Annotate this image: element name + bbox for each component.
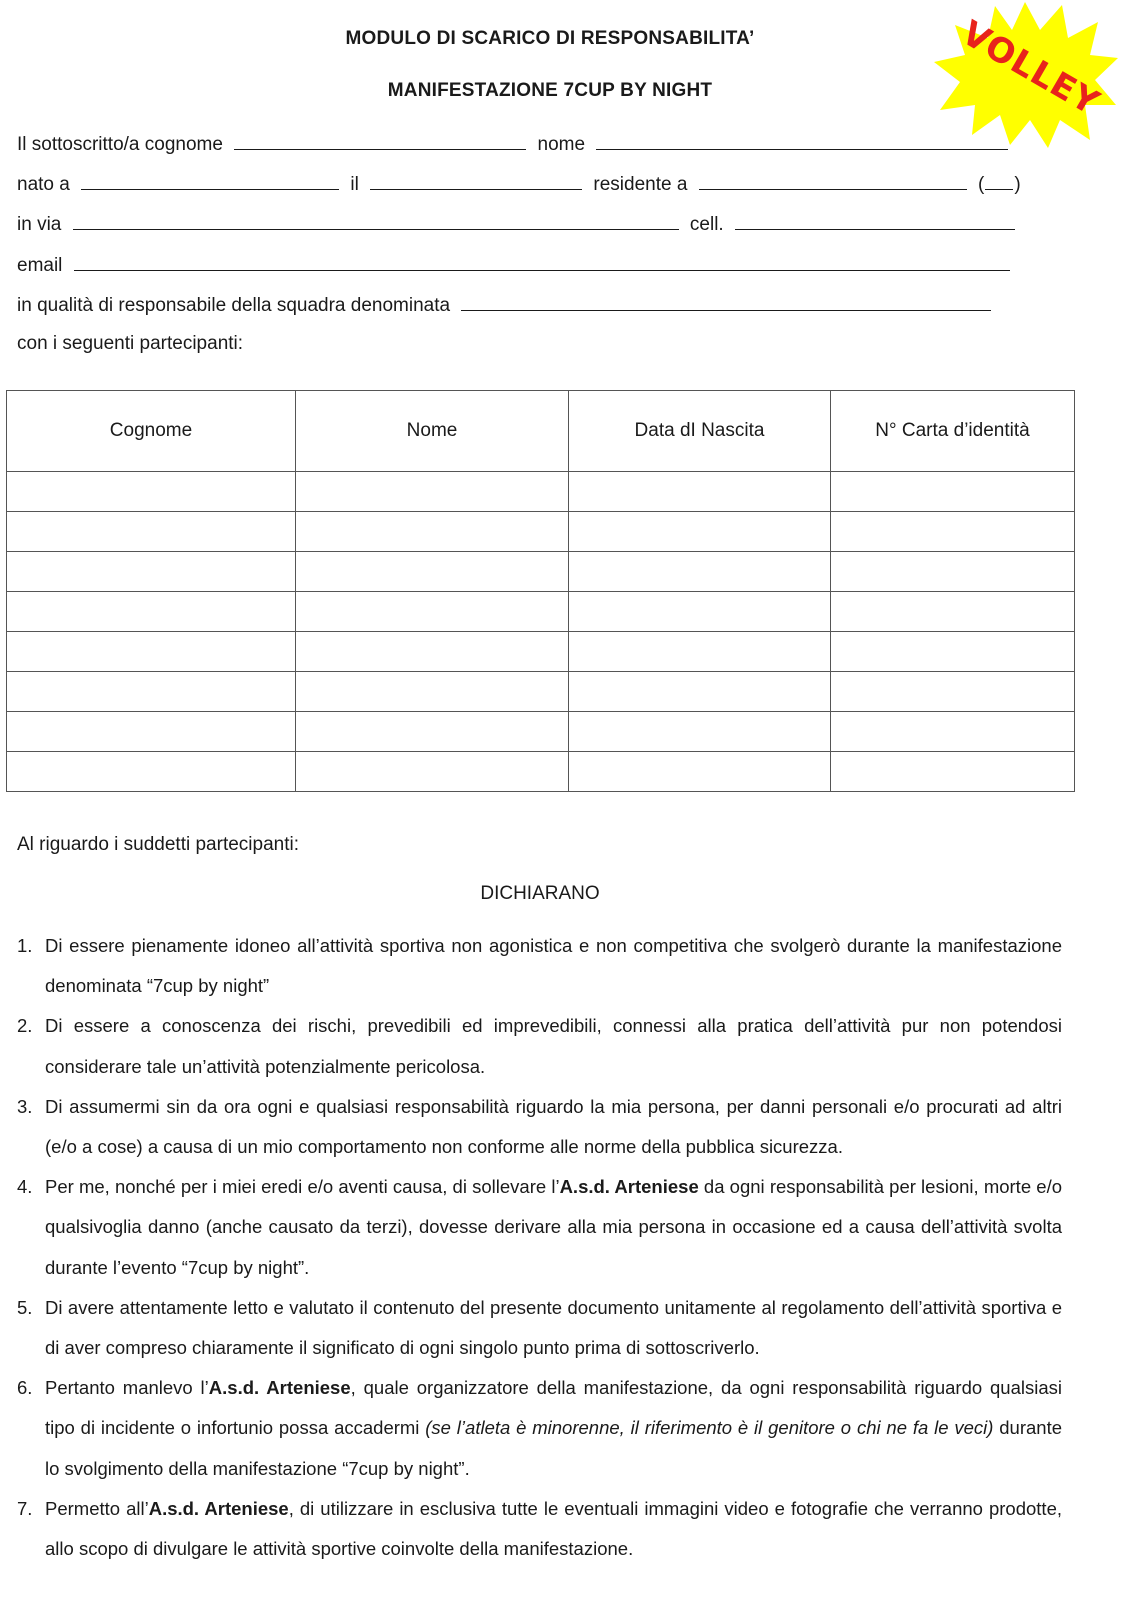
column-header-id-card: N° Carta d’identità bbox=[831, 391, 1075, 472]
table-cell[interactable] bbox=[7, 592, 296, 632]
email-label: email bbox=[17, 255, 63, 276]
form-line-team bbox=[17, 290, 997, 316]
province-open: ( bbox=[977, 174, 985, 195]
table-cell[interactable] bbox=[7, 552, 296, 592]
table-cell[interactable] bbox=[296, 672, 569, 712]
surname-field[interactable] bbox=[234, 129, 526, 150]
residence-field[interactable] bbox=[699, 169, 967, 190]
table-cell[interactable] bbox=[831, 632, 1075, 672]
table-cell[interactable] bbox=[569, 592, 831, 632]
form-line-email bbox=[17, 250, 1016, 276]
table-cell[interactable] bbox=[296, 592, 569, 632]
column-header-birthdate: Data dI Nascita bbox=[569, 391, 831, 472]
table-row bbox=[7, 672, 1075, 712]
table-row bbox=[7, 472, 1075, 512]
table-cell[interactable] bbox=[831, 472, 1075, 512]
document-title: MODULO DI SCARICO DI RESPONSABILITA’ bbox=[345, 28, 755, 49]
table-cell[interactable] bbox=[7, 632, 296, 672]
table-cell[interactable] bbox=[7, 712, 296, 752]
document-subtitle: MANIFESTAZIONE 7CUP BY NIGHT bbox=[387, 80, 713, 101]
list-item: 1. Di essere pienamente idoneo all’attività sportiva non agonistica e non competitiva che svolgerò durante la manifestazione denominata “7cup by night” bbox=[17, 935, 1062, 997]
list-item: 2. Di essere a conoscenza dei rischi, prevedibili ed imprevedibili, connessi alla pratica dell’attività pur non potendosi considerare tale un’attività potenzialmente pericolosa. bbox=[17, 1015, 1062, 1077]
list-item: 4. Per me, nonché per i miei eredi e/o aventi causa, di sollevare l’A.s.d. Arteniese da ogni responsabilità per lesioni, morte e/o qualsivoglia danno (anche causato da terzi), dovesse derivare alla mia persona in occasione ed a causa dell’attività svolta durante l’evento “7cup by night”. bbox=[17, 1176, 1063, 1278]
table-header-row bbox=[7, 391, 1075, 472]
table-row bbox=[7, 552, 1075, 592]
list-item: 6. Pertanto manlevo l’A.s.d. Arteniese, quale organizzatore della manifestazione, da ogni responsabilità riguardo qualsiasi tipo di incidente o infortunio possa accadermi (se l’atleta è minorenne, il riferimento è il genitore o chi ne fa le veci) durante lo svolgimento della manifestazione “7cup by night”. bbox=[17, 1377, 1063, 1479]
organization-name: A.s.d. Arteniese bbox=[559, 1176, 699, 1198]
table-cell[interactable] bbox=[569, 552, 831, 592]
form-line-address bbox=[17, 209, 1021, 235]
table-cell[interactable] bbox=[7, 672, 296, 712]
table-cell[interactable] bbox=[831, 752, 1075, 792]
form-line-name bbox=[17, 129, 1014, 155]
table-cell[interactable] bbox=[569, 632, 831, 672]
street-label: in via bbox=[17, 214, 62, 235]
participants-table bbox=[6, 390, 1075, 792]
organization-name: A.s.d. Arteniese bbox=[208, 1377, 351, 1399]
born-label: nato a bbox=[17, 174, 70, 195]
table-cell[interactable] bbox=[831, 512, 1075, 552]
table-row bbox=[7, 512, 1075, 552]
form-line-birth bbox=[17, 169, 1021, 195]
team-label: in qualità di responsabile della squadra denominata bbox=[17, 295, 451, 316]
table-cell[interactable] bbox=[7, 512, 296, 552]
table-cell[interactable] bbox=[831, 672, 1075, 712]
table-cell[interactable] bbox=[831, 552, 1075, 592]
table-cell[interactable] bbox=[296, 472, 569, 512]
team-field[interactable] bbox=[461, 290, 991, 311]
table-row bbox=[7, 752, 1075, 792]
intro-text: Al riguardo i suddetti partecipanti: bbox=[17, 834, 299, 855]
residence-label: residente a bbox=[593, 174, 688, 195]
street-field[interactable] bbox=[73, 209, 679, 230]
date-label: il bbox=[350, 174, 359, 195]
list-item: 7. Permetto all’A.s.d. Arteniese, di utilizzare in esclusiva tutte le eventuali immagini video e fotografie che verranno prodotte, allo scopo di divulgare le attività sportive coinvolte della manifestazione. bbox=[17, 1497, 1063, 1560]
volley-badge bbox=[930, 0, 1120, 150]
table-cell[interactable] bbox=[296, 512, 569, 552]
table-row bbox=[7, 592, 1075, 632]
table-cell[interactable] bbox=[296, 632, 569, 672]
declare-heading: DICHIARANO bbox=[480, 883, 600, 904]
table-cell[interactable] bbox=[569, 752, 831, 792]
table-cell[interactable] bbox=[569, 672, 831, 712]
birthdate-field[interactable] bbox=[370, 169, 582, 190]
table-cell[interactable] bbox=[569, 472, 831, 512]
table-cell[interactable] bbox=[7, 752, 296, 792]
province-field[interactable] bbox=[985, 169, 1013, 190]
table-cell[interactable] bbox=[7, 472, 296, 512]
column-header-surname: Cognome bbox=[7, 391, 296, 472]
name-label: nome bbox=[537, 134, 586, 155]
participants-label: con i seguenti partecipanti: bbox=[17, 333, 244, 354]
column-header-name: Nome bbox=[296, 391, 569, 472]
surname-label: Il sottoscritto/a cognome bbox=[17, 134, 223, 155]
table-row bbox=[7, 632, 1075, 672]
table-cell[interactable] bbox=[296, 552, 569, 592]
organization-name: A.s.d. Arteniese bbox=[148, 1497, 289, 1519]
table-cell[interactable] bbox=[569, 512, 831, 552]
declarations-list bbox=[17, 926, 1062, 1569]
list-item: 3. Di assumermi sin da ora ogni e qualsiasi responsabilità riguardo la mia persona, per danni personali e/o procurati ad altri (e/o a cose) a causa di un mio comportamento non conforme alle norme della pubblica sicurezza. bbox=[17, 1095, 1062, 1158]
badge-text: VOLLEY bbox=[954, 13, 1107, 124]
phone-field[interactable] bbox=[735, 209, 1015, 230]
table-row bbox=[7, 712, 1075, 752]
table-cell[interactable] bbox=[831, 592, 1075, 632]
province-close: ) bbox=[1014, 174, 1021, 195]
table-cell[interactable] bbox=[569, 712, 831, 752]
birthplace-field[interactable] bbox=[81, 169, 339, 190]
name-field[interactable] bbox=[596, 129, 1008, 150]
table-cell[interactable] bbox=[296, 712, 569, 752]
phone-label: cell. bbox=[689, 214, 724, 235]
table-cell[interactable] bbox=[296, 752, 569, 792]
list-item: 5. Di avere attentamente letto e valutato il contenuto del presente documento unitamente al regolamento dell’attività sportiva e di aver compreso chiaramente il significato di ogni singolo punto prima di sottoscriverlo. bbox=[17, 1296, 1062, 1359]
table-cell[interactable] bbox=[831, 712, 1075, 752]
email-field[interactable] bbox=[74, 250, 1010, 271]
